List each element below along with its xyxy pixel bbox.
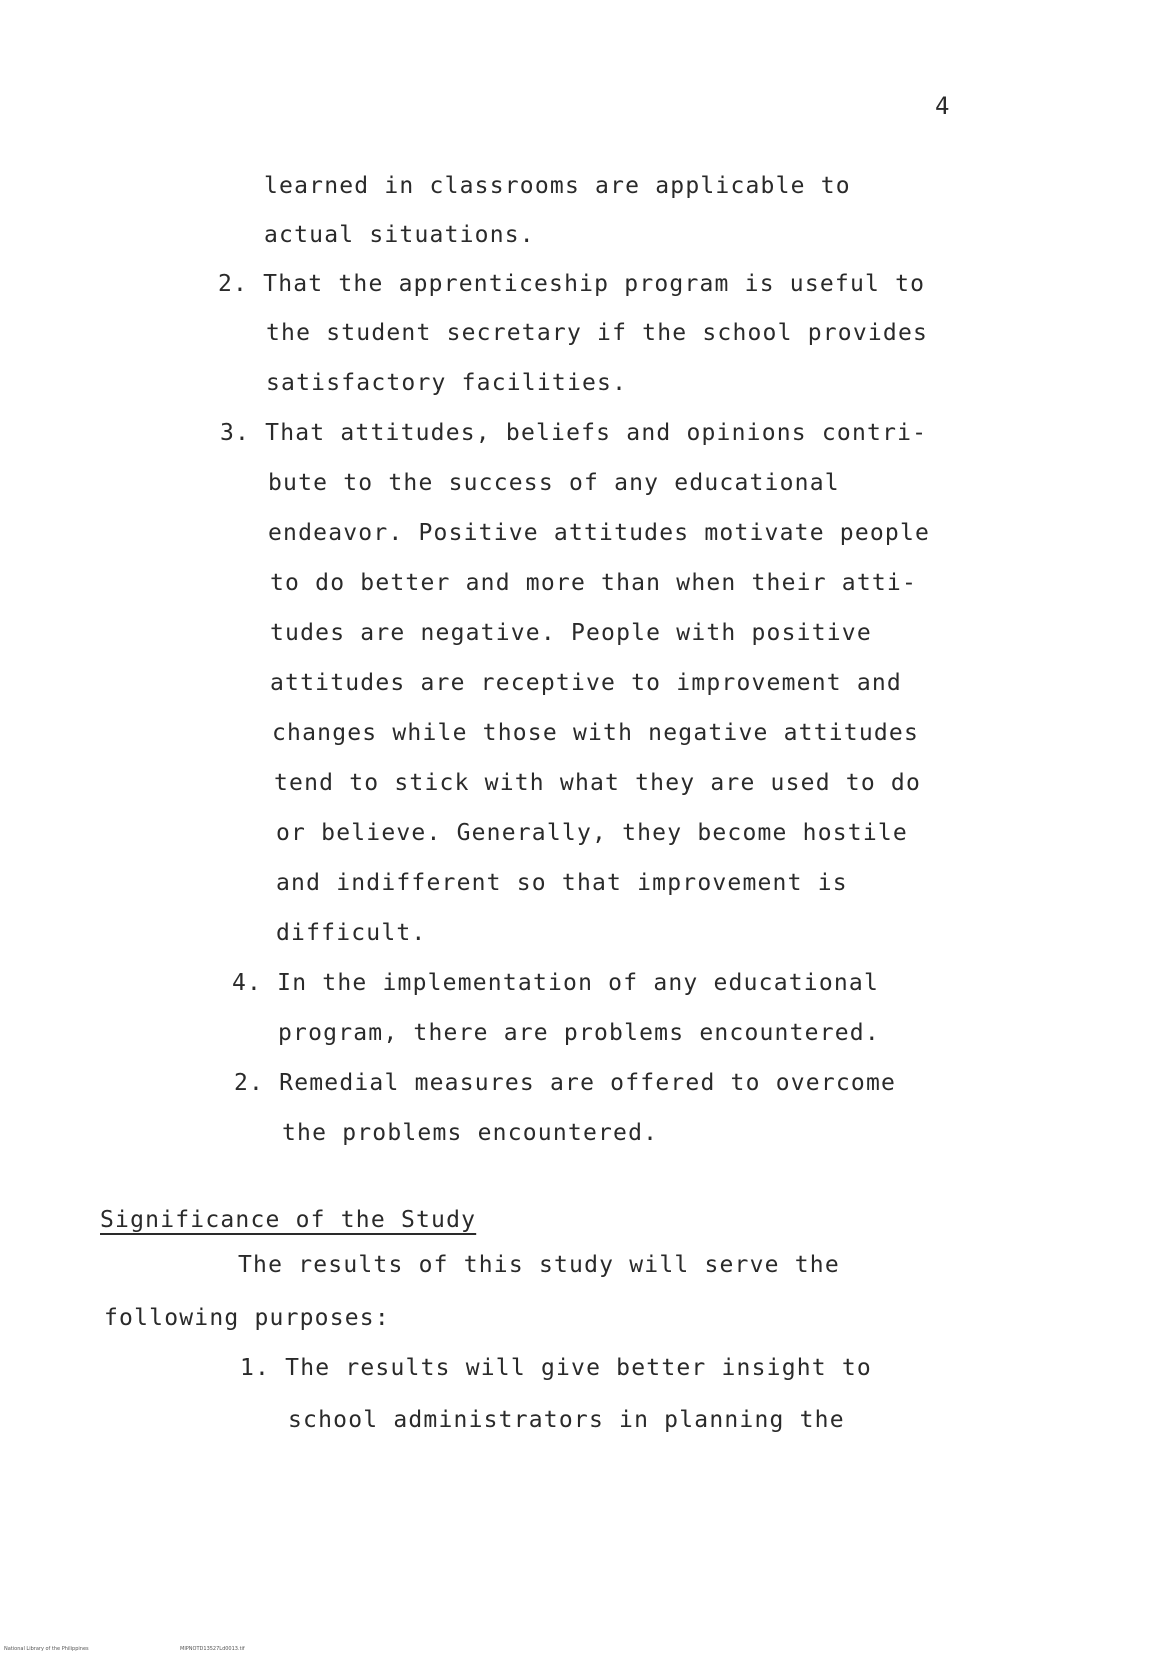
body-line: actual situations. — [264, 222, 535, 248]
body-line: attitudes are receptive to improvement and — [270, 670, 902, 696]
list-item-2-start: 2. That the apprenticeship program is useful to — [218, 271, 926, 297]
section-list-item-1: 1. The results will give better insight to — [240, 1355, 872, 1381]
body-line: endeavor. Positive attitudes motivate people — [268, 520, 931, 546]
body-line: tend to stick with what they are used to do — [274, 770, 922, 796]
section-line: The results of this study will serve the — [238, 1252, 840, 1278]
section-heading: Significance of the Study — [100, 1207, 477, 1233]
list-item-3-start: 3. That attitudes, beliefs and opinions contri- — [220, 420, 928, 446]
list-item-4-start: 4. In the implementation of any educational — [232, 970, 880, 996]
body-line: difficult. — [276, 920, 427, 946]
body-line: program, there are problems encountered. — [278, 1020, 880, 1046]
body-line: to do better and more than when their atti- — [270, 570, 918, 596]
body-line: and indifferent so that improvement is — [276, 870, 848, 896]
body-line: satisfactory facilities. — [266, 370, 628, 396]
footer-library: National Library of the Philippines — [4, 1646, 89, 1652]
body-line: the student secretary if the school provides — [266, 320, 929, 346]
body-line: tudes are negative. People with positive — [270, 620, 872, 646]
body-line: or believe. Generally, they become hostile — [276, 820, 908, 846]
body-line: bute to the success of any educational — [268, 470, 840, 496]
body-line: learned in classrooms are applicable to — [264, 173, 851, 199]
footer-filename: MIPNOTD13527Ld0013.tif — [180, 1646, 245, 1652]
section-line: following purposes: — [104, 1305, 390, 1331]
body-line: the problems encountered. — [282, 1120, 659, 1146]
body-line: changes while those with negative attitudes — [272, 720, 920, 746]
section-line: school administrators in planning the — [288, 1407, 845, 1433]
page-number: 4 — [935, 92, 950, 120]
list-item-5-start: 2. Remedial measures are offered to overcome — [234, 1070, 897, 1096]
